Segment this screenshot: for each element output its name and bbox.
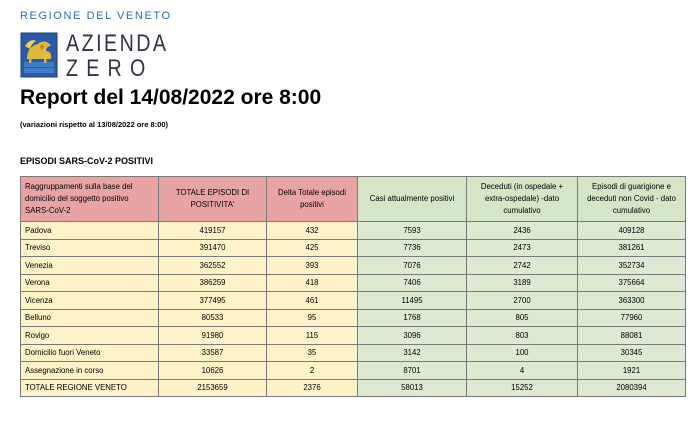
table-row [21,379,686,397]
delta-episodes: 2376 [267,379,358,397]
delta-episodes: 95 [267,309,358,327]
table-row [21,239,686,257]
table-row [21,257,686,275]
table-row [21,292,686,310]
region-name: REGIONE DEL VENETO [20,10,172,22]
total-episodes: 377495 [159,292,267,310]
active-cases: 7593 [358,222,467,240]
active-cases: 3142 [358,344,467,362]
section-title: EPISODI SARS-CoV-2 POSITIVI [20,156,154,166]
delta-episodes: 115 [267,327,358,345]
col-header-delta: Delta Totale episodi positivi [267,177,358,222]
total-episodes: 10626 [159,362,267,380]
active-cases: 3096 [358,327,467,345]
delta-episodes: 425 [267,239,358,257]
positives-table [20,176,686,397]
table-row [21,344,686,362]
table-header-row [21,177,686,222]
recovered-cumulative: 1921 [578,362,686,380]
total-episodes: 386259 [159,274,267,292]
header [20,10,320,90]
row-group-name: Padova [21,222,159,240]
recovered-cumulative: 77960 [578,309,686,327]
row-group-name: Belluno [21,309,159,327]
active-cases: 1768 [358,309,467,327]
deceased-cumulative: 2742 [467,257,578,275]
deceased-cumulative: 2436 [467,222,578,240]
row-group-name: Domicilio fuori Veneto [21,344,159,362]
delta-episodes: 2 [267,362,358,380]
recovered-cumulative: 363300 [578,292,686,310]
deceased-cumulative: 803 [467,327,578,345]
report-title: Report del 14/08/2022 ore 8:00 [20,86,322,109]
col-header-recovered: Episodi di guarigione e deceduti non Covid - dato cumulativo [578,177,686,222]
total-episodes: 91980 [159,327,267,345]
total-episodes: 419157 [159,222,267,240]
row-group-name: Vicenza [21,292,159,310]
deceased-cumulative: 2700 [467,292,578,310]
deceased-cumulative: 100 [467,344,578,362]
deceased-cumulative: 4 [467,362,578,380]
total-episodes: 80533 [159,309,267,327]
deceased-cumulative: 15252 [467,379,578,397]
total-episodes: 391470 [159,239,267,257]
table-row [21,327,686,345]
total-episodes: 33587 [159,344,267,362]
deceased-cumulative: 2473 [467,239,578,257]
row-group-name: Rovigo [21,327,159,345]
row-group-name: TOTALE REGIONE VENETO [21,379,159,397]
total-episodes: 362552 [159,257,267,275]
total-episodes: 2153659 [159,379,267,397]
col-header-total: TOTALE EPISODI DI POSITIVITA' [159,177,267,222]
org-name-line1: AZIENDA [66,30,169,57]
active-cases: 7076 [358,257,467,275]
recovered-cumulative: 381261 [578,239,686,257]
recovered-cumulative: 352734 [578,257,686,275]
deceased-cumulative: 805 [467,309,578,327]
row-group-name: Treviso [21,239,159,257]
recovered-cumulative: 409128 [578,222,686,240]
col-header-deceased: Deceduti (in ospedale + extra-ospedale) -dato cumulativo [467,177,578,222]
delta-episodes: 461 [267,292,358,310]
row-group-name: Verona [21,274,159,292]
active-cases: 11495 [358,292,467,310]
active-cases: 7406 [358,274,467,292]
delta-episodes: 432 [267,222,358,240]
table-row [21,222,686,240]
org-name-line2: ZERO [66,55,154,82]
row-group-name: Venezia [21,257,159,275]
deceased-cumulative: 3189 [467,274,578,292]
recovered-cumulative: 30345 [578,344,686,362]
active-cases: 58013 [358,379,467,397]
recovered-cumulative: 375664 [578,274,686,292]
report-subtitle: (variazioni rispetto al 13/08/2022 ore 8:00) [20,120,168,129]
table-row [21,309,686,327]
row-group-name: Assegnazione in corso [21,362,159,380]
recovered-cumulative: 2080394 [578,379,686,397]
table-row [21,274,686,292]
recovered-cumulative: 88081 [578,327,686,345]
table-row [21,362,686,380]
delta-episodes: 418 [267,274,358,292]
lion-emblem-icon [20,32,58,78]
delta-episodes: 393 [267,257,358,275]
col-header-group: Raggruppamenti sulla base del domicilio del soggetto positivo SARS-CoV-2 [21,177,159,222]
delta-episodes: 35 [267,344,358,362]
col-header-active: Casi attualmente positivi [358,177,467,222]
active-cases: 8701 [358,362,467,380]
active-cases: 7736 [358,239,467,257]
